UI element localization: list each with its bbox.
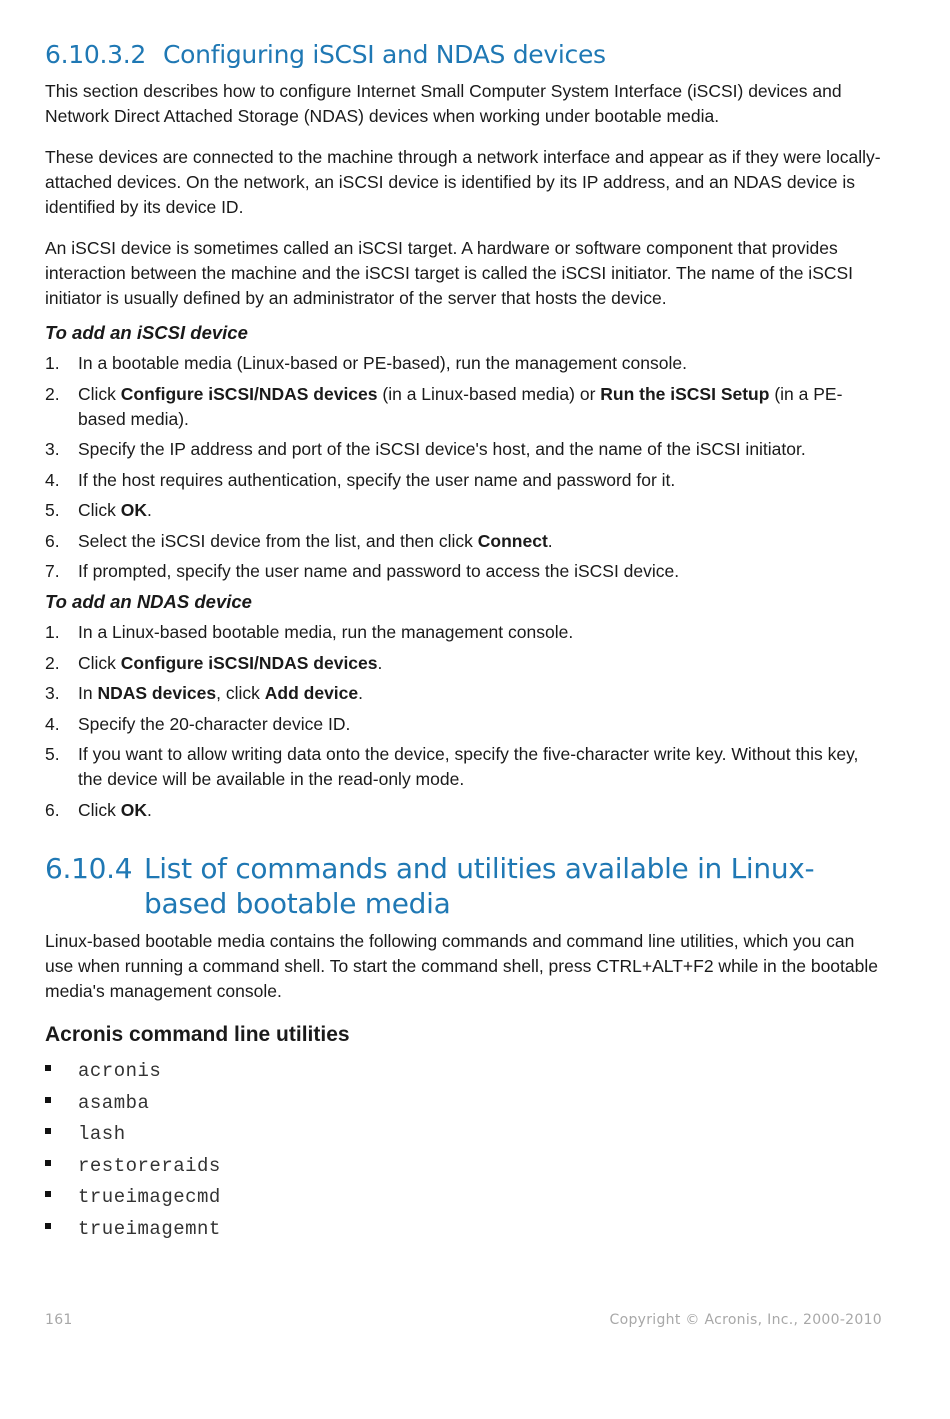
step-number: 6. (45, 530, 60, 551)
command-name: restoreraids (78, 1154, 221, 1177)
paragraph-commands-intro: Linux-based bootable media contains the following commands and command line utilities, which you can use when running a command shell. To start the command shell, press CTRL+ALT+F2 while in the bootable media's management console. (45, 930, 878, 1001)
command-item (45, 1087, 885, 1119)
command-item (45, 1213, 885, 1245)
step-number: 6. (45, 799, 60, 820)
list-item (45, 382, 885, 432)
step-text (78, 498, 152, 523)
step-text-segment: If the host requires authentication, specify the user name and password for it. (78, 469, 676, 490)
command-name: trueimagemnt (78, 1217, 221, 1240)
step-number: 4. (45, 469, 60, 490)
ui-term: Add device (264, 683, 359, 703)
document-page (45, 40, 885, 1245)
ui-term: Configure iSCSI/NDAS devices (120, 383, 378, 404)
step-text (78, 620, 573, 645)
step-number: 3. (45, 439, 60, 459)
step-text-segment: (in a Linux-based media) or (377, 383, 601, 404)
step-text (78, 798, 152, 823)
paragraph-initiator: An iSCSI device is sometimes called an iSCSI target. A hardware or software component that provides interaction between the machine and the iSCSI target is called the iSCSI initiator. The name of the iSCSI initiator is usually defined by an administrator of the server that hosts the device. (45, 238, 854, 308)
step-text (78, 351, 687, 376)
step-number: 5. (45, 500, 60, 520)
list-item (45, 742, 885, 792)
step-text-segment: Click (78, 652, 121, 673)
list-item (45, 712, 885, 737)
step-text-segment: Click (78, 799, 121, 820)
section-number: 6.10.4 (45, 851, 133, 885)
step-text-segment: Click (78, 383, 121, 404)
page-number: 161 (45, 1312, 73, 1328)
list-item (45, 498, 885, 523)
step-text-segment: In (78, 683, 98, 703)
step-text-segment: Select the iSCSI device from the list, and then click (78, 530, 478, 551)
section-number: 6.10.3.2 (45, 40, 146, 69)
step-text (78, 712, 350, 737)
ndas-steps-list (45, 620, 885, 823)
ui-term: Configure iSCSI/NDAS devices (120, 652, 378, 673)
copyright-notice: Copyright © Acronis, Inc., 2000-2010 (609, 1312, 882, 1328)
step-number: 1. (45, 353, 60, 373)
step-text-segment: . (358, 683, 364, 703)
step-text-segment: . (377, 652, 383, 673)
command-name: lash (78, 1123, 126, 1146)
step-number: 5. (45, 744, 60, 764)
command-item (45, 1056, 885, 1088)
procedure-title-iscsi: To add an iSCSI device (45, 322, 248, 343)
command-item (45, 1150, 885, 1182)
step-text-segment: . (547, 530, 553, 551)
ui-term: OK (120, 799, 148, 820)
step-text (78, 468, 675, 493)
step-text (78, 651, 382, 676)
step-number: 3. (45, 683, 60, 703)
subheading-acronis-utilities: Acronis command line utilities (45, 1022, 350, 1046)
section-heading-iscsi-ndas (45, 40, 885, 69)
list-item (45, 651, 885, 676)
iscsi-steps-list (45, 351, 885, 584)
step-text (78, 559, 679, 584)
step-text-segment: Click (78, 500, 121, 520)
square-bullet-icon (45, 1223, 78, 1235)
list-item (45, 437, 885, 462)
square-bullet-icon (45, 1191, 78, 1203)
step-number: 7. (45, 561, 60, 581)
step-text (78, 529, 553, 554)
square-bullet-icon (45, 1128, 78, 1140)
paragraph-intro: This section describes how to configure Internet Small Computer System Interface (iSCSI) devices and Network Direct Attached Storage (NDAS) devices when working under bootable media. (45, 81, 842, 126)
step-text (78, 382, 885, 432)
ui-term: Connect (477, 530, 548, 551)
step-text-segment: . (147, 500, 152, 520)
step-text-segment: , click (216, 683, 265, 703)
section-title: List of commands and utilities available in Linux-based bootable media (144, 851, 815, 920)
ui-term: NDAS devices (97, 683, 217, 703)
step-number: 2. (45, 383, 60, 404)
step-number: 4. (45, 713, 60, 734)
list-item (45, 351, 885, 376)
step-number: 1. (45, 622, 60, 642)
step-text-segment: Specify the 20-character device ID. (78, 713, 351, 734)
step-text (78, 742, 885, 792)
paragraph-connection: These devices are connected to the machine through a network interface and appear as if they were locally-attached devices. On the network, an iSCSI device is identified by its IP address, and an NDAS device is identified by its device ID. (45, 147, 881, 217)
command-name: trueimagecmd (78, 1186, 221, 1209)
step-text-segment: (in a PE-based media). (78, 383, 843, 429)
command-name: acronis (78, 1060, 162, 1083)
section-heading-commands (45, 851, 885, 921)
square-bullet-icon (45, 1065, 78, 1077)
step-text-segment: If prompted, specify the user name and password to access the iSCSI device. (78, 561, 680, 581)
ui-term: OK (120, 500, 148, 520)
step-text-segment: . (147, 799, 152, 820)
list-item (45, 681, 885, 706)
step-number: 2. (45, 652, 60, 673)
procedure-title-ndas: To add an NDAS device (45, 591, 252, 612)
list-item (45, 529, 885, 554)
command-name: asamba (78, 1091, 150, 1114)
step-text (78, 681, 363, 706)
command-list (45, 1056, 885, 1245)
list-item (45, 468, 885, 493)
command-item (45, 1119, 885, 1151)
square-bullet-icon (45, 1160, 78, 1172)
list-item (45, 620, 885, 645)
step-text-segment: In a Linux-based bootable media, run the management console. (78, 622, 574, 642)
step-text-segment: If you want to allow writing data onto the device, specify the five-character write key. Without this key, the device will be available in the read-only mode. (78, 744, 859, 789)
ui-term: Run the iSCSI Setup (600, 383, 770, 404)
square-bullet-icon (45, 1097, 78, 1109)
step-text (78, 437, 806, 462)
list-item (45, 559, 885, 584)
step-text-segment: In a bootable media (Linux-based or PE-based), run the management console. (78, 353, 687, 373)
step-text-segment: Specify the IP address and port of the iSCSI device's host, and the name of the iSCSI initiator. (78, 439, 806, 459)
list-item (45, 798, 885, 823)
page-footer (45, 1312, 882, 1328)
section-title: Configuring iSCSI and NDAS devices (163, 40, 606, 69)
command-item (45, 1182, 885, 1214)
